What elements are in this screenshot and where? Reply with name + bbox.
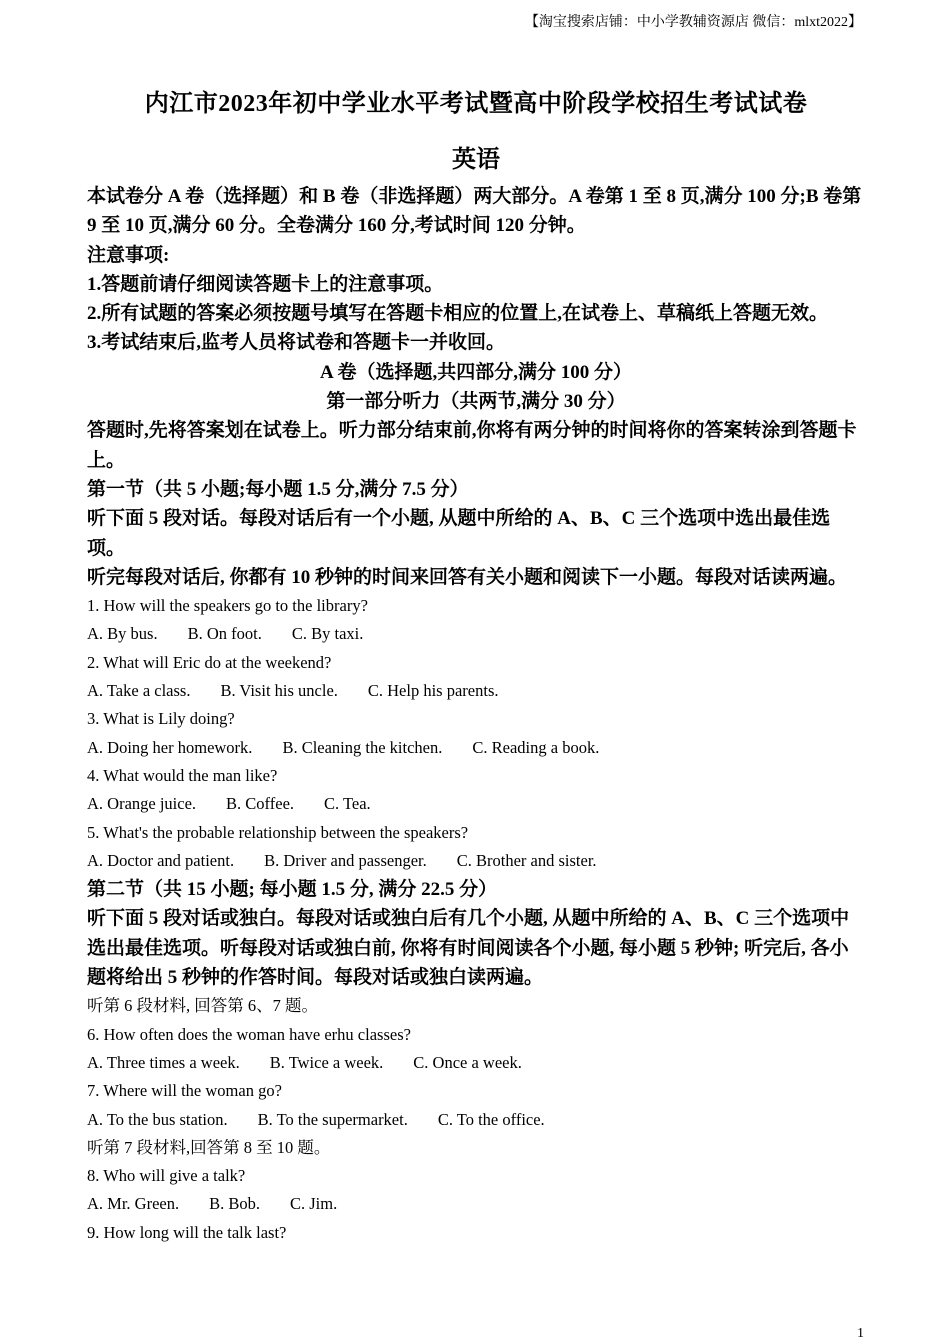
notice-item: 1.答题前请仔细阅读答题卡上的注意事项。 bbox=[87, 273, 444, 295]
option-a: A. Mr. Green. bbox=[87, 1194, 180, 1214]
question-2: 2. What will Eric do at the weekend? bbox=[87, 652, 332, 672]
option-c: C. By taxi. bbox=[291, 624, 364, 644]
section1-instruction: 听完每段对话后, 你都有 10 秒钟的时间来回答有关小题和阅读下一小题。每段对话读两遍。 bbox=[87, 566, 848, 588]
option-c: C. Jim. bbox=[290, 1194, 338, 1214]
option-b: B. Driver and passenger. bbox=[264, 850, 427, 870]
volume-a-heading: A 卷（选择题,共四部分,满分 100 分） bbox=[320, 361, 632, 383]
part1-instruction: 上。 bbox=[87, 449, 126, 471]
option-c: C. Help his parents. bbox=[367, 681, 499, 701]
notice-heading: 注意事项: bbox=[87, 244, 170, 266]
notice-item: 3.考试结束后,监考人员将试卷和答题卡一并收回。 bbox=[87, 332, 506, 354]
section1-instruction: 听下面 5 段对话。每段对话后有一个小题, 从题中所给的 A、B、C 三个选项中选出最佳选项。 bbox=[87, 508, 831, 559]
option-c: C. Once a week. bbox=[413, 1052, 522, 1072]
option-a: A. Take a class. bbox=[87, 681, 191, 701]
option-b: B. Cleaning the kitchen. bbox=[282, 737, 443, 757]
exam-title: 内江市2023年初中学业水平考试暨高中阶段学校招生考试试卷 bbox=[144, 91, 808, 117]
option-a: A. Doing her homework. bbox=[87, 737, 253, 757]
options-2 bbox=[87, 677, 865, 705]
intro-line: 本试卷分 A 卷（选择题）和 B 卷（非选择题）两大部分。A 卷第 1 至 8 页,满分 100 分;B 卷第 bbox=[87, 186, 862, 207]
section2-instruction: 听下面 5 段对话或独白。每段对话或独白后有几个小题, 从题中所给的 A、B、C 三个选项中 bbox=[87, 908, 850, 930]
options-7 bbox=[87, 1106, 865, 1134]
section2-instruction: 选出最佳选项。听每段对话或独白前, 你将有时间阅读各个小题, 每小题 5 秒钟; 听完后, 各小 bbox=[87, 937, 849, 959]
section1-heading: 第一节（共 5 小题;每小题 1.5 分,满分 7.5 分） bbox=[87, 478, 469, 500]
section2-instruction: 题将给出 5 秒钟的作答时间。每段对话或独白读两遍。 bbox=[87, 967, 544, 989]
option-c: C. Reading a book. bbox=[472, 737, 600, 757]
notice-item: 2.所有试题的答案必须按题号填写在答题卡相应的位置上,在试卷上、草稿纸上答题无效。 bbox=[87, 303, 829, 325]
option-c: C. Tea. bbox=[324, 794, 371, 814]
option-b: B. Visit his uncle. bbox=[220, 681, 338, 701]
option-a: A. By bus. bbox=[87, 624, 158, 644]
exam-page bbox=[87, 84, 865, 1247]
part1-instruction: 答题时,先将答案划在试卷上。听力部分结束前,你将有两分钟的时间将你的答案转涂到答题卡 bbox=[87, 420, 857, 442]
question-9: 9. How long will the talk last? bbox=[87, 1222, 287, 1242]
part1-heading: 第一部分听力（共两节,满分 30 分） bbox=[326, 391, 626, 413]
page-number: 1 bbox=[857, 1326, 864, 1341]
option-a: A. Orange juice. bbox=[87, 794, 197, 814]
options-8 bbox=[87, 1190, 865, 1218]
subject-title: 英语 bbox=[452, 147, 500, 173]
question-5: 5. What's the probable relationship between the speakers? bbox=[87, 822, 469, 842]
material-7-note: 听第 7 段材料,回答第 8 至 10 题。 bbox=[87, 1137, 331, 1157]
options-5 bbox=[87, 847, 865, 875]
intro-line: 9 至 10 页,满分 60 分。全卷满分 160 分,考试时间 120 分钟。 bbox=[87, 215, 586, 237]
option-c: C. To the office. bbox=[437, 1109, 545, 1129]
option-b: B. Twice a week. bbox=[269, 1052, 384, 1072]
question-1: 1. How will the speakers go to the library? bbox=[87, 596, 368, 616]
option-c: C. Brother and sister. bbox=[456, 850, 597, 870]
material-6-note: 听第 6 段材料, 回答第 6、7 题。 bbox=[87, 996, 318, 1016]
options-3 bbox=[87, 734, 865, 762]
options-1 bbox=[87, 620, 865, 648]
options-4 bbox=[87, 790, 865, 818]
question-3: 3. What is Lily doing? bbox=[87, 709, 235, 729]
option-a: A. Doctor and patient. bbox=[87, 850, 235, 870]
section2-heading: 第二节（共 15 小题; 每小题 1.5 分, 满分 22.5 分） bbox=[87, 879, 498, 901]
option-a: A. Three times a week. bbox=[87, 1052, 240, 1072]
option-b: B. To the supermarket. bbox=[257, 1109, 408, 1129]
option-b: B. On foot. bbox=[187, 624, 262, 644]
option-b: B. Bob. bbox=[209, 1194, 260, 1214]
header-note: 【淘宝搜索店铺：中小学教辅资源店 微信：mlxt2022】 bbox=[524, 15, 862, 30]
question-8: 8. Who will give a talk? bbox=[87, 1166, 246, 1186]
question-6: 6. How often does the woman have erhu classes? bbox=[87, 1024, 411, 1044]
options-6 bbox=[87, 1049, 865, 1077]
option-a: A. To the bus station. bbox=[87, 1109, 228, 1129]
option-b: B. Coffee. bbox=[226, 794, 295, 814]
question-4: 4. What would the man like? bbox=[87, 765, 278, 785]
question-7: 7. Where will the woman go? bbox=[87, 1081, 282, 1101]
